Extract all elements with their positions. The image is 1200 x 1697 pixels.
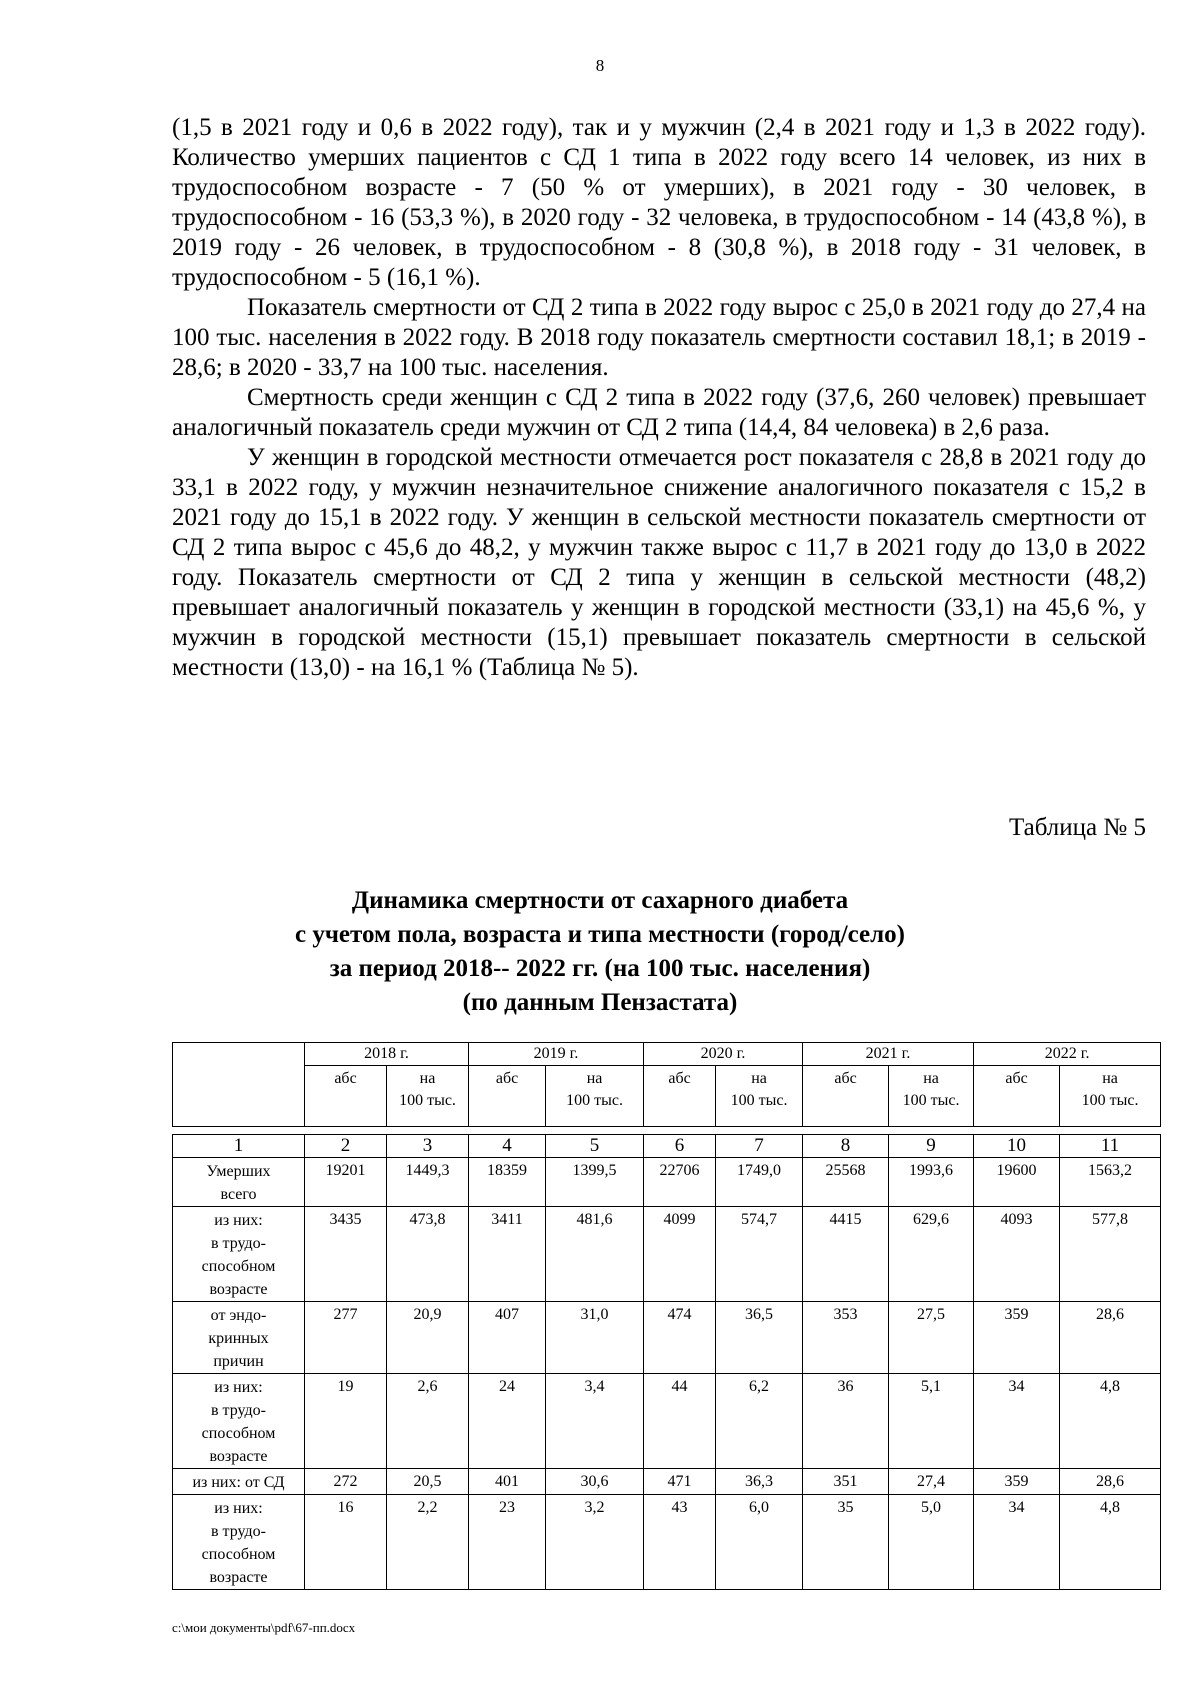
value-cell: 4,8 [1060, 1374, 1161, 1469]
value-cell: 34 [974, 1495, 1060, 1590]
row-label-line: в трудо- [211, 1523, 266, 1540]
year-header: 2021 г. [803, 1043, 974, 1066]
table-title-line: за период 2018-- 2022 гг. (на 100 тыс. населения) [329, 955, 871, 982]
value-cell: 359 [974, 1469, 1060, 1495]
unit-abs-header: абс [803, 1066, 889, 1127]
table-row [173, 1302, 1161, 1374]
value-cell: 407 [469, 1302, 546, 1374]
row-label-cell [173, 1207, 305, 1302]
column-number-cell: 6 [644, 1135, 716, 1158]
paragraph-1: (1,5 в 2021 году и 0,6 в 2022 году), так и у мужчин (2,4 в 2021 году и 1,3 в 2022 году). Количество умерших пациентов с СД 1 типа в 2022 году всего 14 человек, из них в трудоспособном возрасте - 7 (50 % от умерших), в 2021 году - 30 человек, в трудоспособном - 16 (53,3 %), в 2020 году - 32 человека, в трудоспособном - 14 (43,8 %), в 2019 году - 26 человек, в трудоспособном - 8 (30,8 %), в 2018 году - 31 человек, в трудоспособном - 5 (16,1 %). [172, 114, 1146, 291]
row-label-line: от эндо- [210, 1307, 267, 1324]
value-cell: 4093 [974, 1207, 1060, 1302]
paragraph-3: Смертность среди женщин с СД 2 типа в 2022 году (37,6, 260 человек) превышает аналогичный показатель среди мужчин от СД 2 типа (14,4, 84 человека) в 2,6 раза. [172, 384, 1146, 441]
value-cell: 19 [305, 1374, 387, 1469]
year-header: 2020 г. [644, 1043, 803, 1066]
unit-rate-header: на 100 тыс. [1060, 1066, 1161, 1127]
table-header [172, 1042, 1161, 1127]
row-label-cell [173, 1374, 305, 1469]
value-cell: 19201 [305, 1158, 387, 1207]
unit-abs-header: абс [644, 1066, 716, 1127]
value-cell: 6,2 [716, 1374, 803, 1469]
row-label-line: способном [201, 1546, 276, 1563]
column-number-cell: 5 [546, 1135, 644, 1158]
value-cell: 18359 [469, 1158, 546, 1207]
row-label-line: способном [201, 1258, 276, 1275]
table-caption: Таблица № 5 [1008, 814, 1146, 841]
row-label-line: возрасте [209, 1448, 268, 1465]
value-cell: 44 [644, 1374, 716, 1469]
value-cell: 20,9 [387, 1302, 469, 1374]
row-label-line: из них: [214, 1500, 263, 1517]
value-cell: 23 [469, 1495, 546, 1590]
year-header: 2018 г. [305, 1043, 469, 1066]
value-cell: 43 [644, 1495, 716, 1590]
value-cell: 28,6 [1060, 1302, 1161, 1374]
row-label-line: Умерших [206, 1163, 271, 1180]
column-number-cell: 3 [387, 1135, 469, 1158]
row-label-line: причин [213, 1353, 264, 1370]
table-title [0, 884, 1200, 1020]
unit-rate-header: на 100 тыс. [546, 1066, 644, 1127]
data-table [172, 1134, 1161, 1590]
column-number-cell: 7 [716, 1135, 803, 1158]
table-row [173, 1207, 1161, 1302]
value-cell: 19600 [974, 1158, 1060, 1207]
value-cell: 401 [469, 1469, 546, 1495]
value-cell: 5,0 [889, 1495, 974, 1590]
value-cell: 20,5 [387, 1469, 469, 1495]
row-label-line: из них: [214, 1212, 263, 1229]
body-text [172, 113, 1146, 683]
value-cell: 1399,5 [546, 1158, 644, 1207]
table-title-line: (по данным Пензастата) [462, 989, 738, 1016]
column-number-cell: 8 [803, 1135, 889, 1158]
row-label-line: в трудо- [211, 1235, 266, 1252]
column-number-cell: 9 [889, 1135, 974, 1158]
value-cell: 4,8 [1060, 1495, 1161, 1590]
row-label-cell [173, 1302, 305, 1374]
value-cell: 353 [803, 1302, 889, 1374]
row-label-line: из них: от СД [192, 1474, 285, 1491]
page-number: 8 [595, 56, 605, 75]
value-cell: 277 [305, 1302, 387, 1374]
table-row [173, 1469, 1161, 1495]
column-number-row [173, 1135, 1161, 1158]
row-label-cell [173, 1158, 305, 1207]
header-corner-cell [173, 1043, 305, 1127]
table-row [173, 1158, 1161, 1207]
row-label-line: в трудо- [211, 1402, 266, 1419]
footer-file-path: c:\мои документы\pdf\67-пп.docx [172, 1620, 356, 1635]
value-cell: 1993,6 [889, 1158, 974, 1207]
year-header: 2022 г. [974, 1043, 1161, 1066]
table-row [173, 1495, 1161, 1590]
value-cell: 6,0 [716, 1495, 803, 1590]
value-cell: 28,6 [1060, 1469, 1161, 1495]
value-cell: 1563,2 [1060, 1158, 1161, 1207]
table-title-line: с учетом пола, возраста и типа местности (город/село) [294, 921, 906, 948]
paragraph-4: У женщин в городской местности отмечается рост показателя с 28,8 в 2021 году до 33,1 в 2022 году, у мужчин незначительное снижение аналогичного показателя с 15,2 в 2021 году до 15,1 в 2022 году. У женщин в сельской местности показатель смертности от СД 2 типа вырос с 45,6 до 48,2, у мужчин также вырос с 11,7 в 2021 году до 13,0 в 2022 году. Показатель смертности от СД 2 типа у женщин в сельской местности (48,2) превышает аналогичный показатель у женщин в городской местности (33,1) на 45,6 %, у мужчин в городской местности (15,1) превышает показатель смертности в сельской местности (13,0) - на 16,1 % (Таблица № 5). [172, 444, 1146, 681]
value-cell: 574,7 [716, 1207, 803, 1302]
value-cell: 474 [644, 1302, 716, 1374]
value-cell: 471 [644, 1469, 716, 1495]
value-cell: 36,3 [716, 1469, 803, 1495]
value-cell: 36 [803, 1374, 889, 1469]
value-cell: 4099 [644, 1207, 716, 1302]
value-cell: 3411 [469, 1207, 546, 1302]
value-cell: 3,2 [546, 1495, 644, 1590]
value-cell: 24 [469, 1374, 546, 1469]
row-label-cell [173, 1469, 305, 1495]
value-cell: 16 [305, 1495, 387, 1590]
value-cell: 34 [974, 1374, 1060, 1469]
row-label-cell [173, 1495, 305, 1590]
value-cell: 5,1 [889, 1374, 974, 1469]
unit-abs-header: абс [305, 1066, 387, 1127]
value-cell: 1749,0 [716, 1158, 803, 1207]
row-label-line: возрасте [209, 1281, 268, 1298]
value-cell: 272 [305, 1469, 387, 1495]
unit-abs-header: абс [469, 1066, 546, 1127]
value-cell: 30,6 [546, 1469, 644, 1495]
column-number-cell: 4 [469, 1135, 546, 1158]
table-title-line: Динамика смертности от сахарного диабета [351, 887, 849, 914]
column-number-cell: 2 [305, 1135, 387, 1158]
value-cell: 4415 [803, 1207, 889, 1302]
value-cell: 3435 [305, 1207, 387, 1302]
value-cell: 359 [974, 1302, 1060, 1374]
unit-rate-header: на 100 тыс. [387, 1066, 469, 1127]
unit-abs-header: абс [974, 1066, 1060, 1127]
value-cell: 351 [803, 1469, 889, 1495]
value-cell: 27,5 [889, 1302, 974, 1374]
value-cell: 481,6 [546, 1207, 644, 1302]
value-cell: 629,6 [889, 1207, 974, 1302]
unit-rate-header: на 100 тыс. [716, 1066, 803, 1127]
value-cell: 36,5 [716, 1302, 803, 1374]
value-cell: 577,8 [1060, 1207, 1161, 1302]
row-label-line: возрасте [209, 1569, 268, 1586]
value-cell: 22706 [644, 1158, 716, 1207]
row-label-line: кринных [208, 1330, 269, 1347]
value-cell: 1449,3 [387, 1158, 469, 1207]
value-cell: 31,0 [546, 1302, 644, 1374]
unit-rate-header: на 100 тыс. [889, 1066, 974, 1127]
value-cell: 3,4 [546, 1374, 644, 1469]
column-number-cell: 11 [1060, 1135, 1161, 1158]
value-cell: 473,8 [387, 1207, 469, 1302]
column-number-cell: 1 [173, 1135, 305, 1158]
paragraph-2: Показатель смертности от СД 2 типа в 2022 году вырос с 25,0 в 2021 году до 27,4 на 100 тыс. населения в 2022 году. В 2018 году показатель смертности составил 18,1; в 2019 - 28,6; в 2020 - 33,7 на 100 тыс. населения. [172, 294, 1146, 381]
value-cell: 35 [803, 1495, 889, 1590]
value-cell: 2,2 [387, 1495, 469, 1590]
row-label-line: всего [220, 1186, 257, 1203]
year-header: 2019 г. [469, 1043, 644, 1066]
value-cell: 27,4 [889, 1469, 974, 1495]
row-label-line: способном [201, 1425, 276, 1442]
value-cell: 25568 [803, 1158, 889, 1207]
row-label-line: из них: [214, 1379, 263, 1396]
column-number-cell: 10 [974, 1135, 1060, 1158]
value-cell: 2,6 [387, 1374, 469, 1469]
table-row [173, 1374, 1161, 1469]
